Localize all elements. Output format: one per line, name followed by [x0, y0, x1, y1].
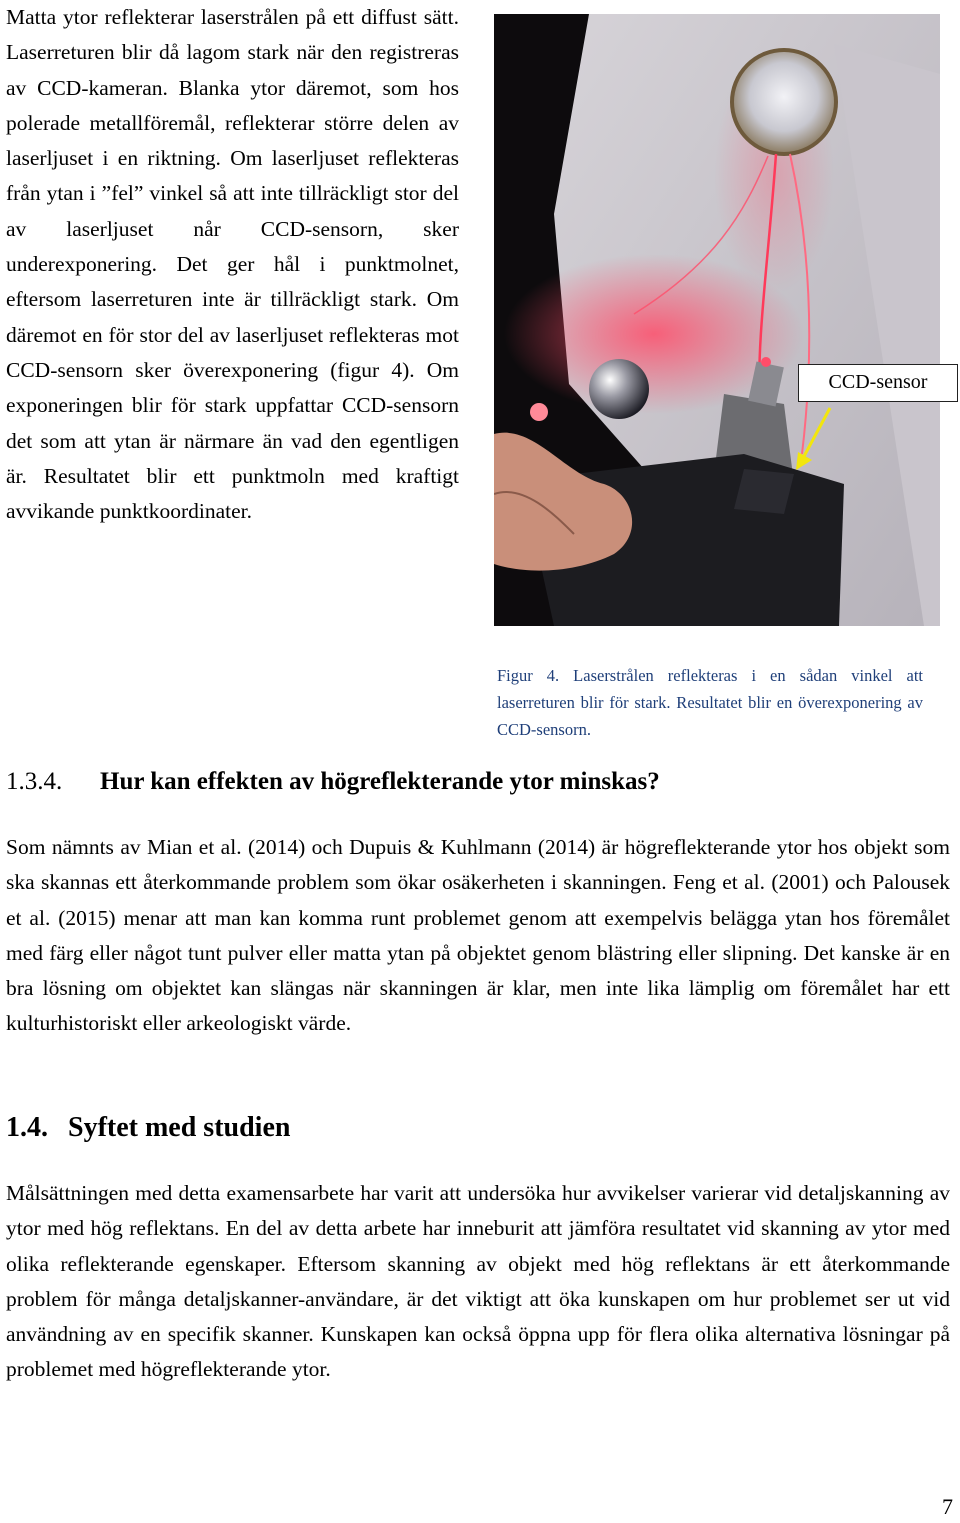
figure-4 [494, 14, 940, 626]
section-title: Hur kan effekten av högreflekterande ytor minskas? [100, 768, 660, 795]
page-number: 7 [942, 1494, 953, 1519]
section-heading-1-4 [6, 1106, 290, 1150]
figure-caption: Figur 4. Laserstrålen reflekteras i en sådan vinkel att laserreturen blir för stark. Resultatet blir en överexponering av CCD-sensorn. [497, 666, 923, 739]
section-title: Syftet med studien [68, 1112, 291, 1143]
section-number: 1.3.4. [6, 768, 63, 795]
section-1-3-4-paragraph: Som nämnts av Mian et al. (2014) och Dupuis & Kuhlmann (2014) är högreflekterande ytor hos objekt som ska skannas ett återkommande problem som ökar osäkerheten i skanningen. Feng et al. (2001) och Palousek et al. (2015) menar att man kan komma runt problemet genom att exempelvis belägga ytan hos föremålet med färg eller något tunt pulver eller matta ytan på objektet genom blästring eller slipning. Det kanske är en bra lösning om objektet kan slängas när skanningen är klar, men inte lika lämplig om föremålet har ett kulturhistoriskt eller arkeologiskt värde. [6, 835, 950, 1036]
callout-arrow-icon [790, 402, 850, 472]
ccd-sensor-callout: CCD-sensor [798, 364, 958, 402]
intro-text-column [6, 0, 459, 529]
section-1-4-paragraph: Målsättningen med detta examensarbete har varit att undersöka hur avvikelser varierar vid detaljskanning av ytor med hög reflektans. En del av detta arbete har inneburit att jämföra resultatet vid skanning av ytor med olika reflekterande egenskaper. Eftersom skanning av objekt med hög reflektans är ett återkommande problem för många detaljskanner-användare, är det viktigt att öka kunskapen om hur problemet ser ut vid användning av en specifik skanner. Kunskapen kan också öppna upp för flera olika alternativa lösningar på problemet med högreflekterande ytor. [6, 1181, 950, 1382]
section-heading-1-3-4 [6, 762, 660, 802]
scanner-photo [494, 14, 940, 626]
intro-paragraph: Matta ytor reflekterar laserstrålen på ett diffust sätt. Laserreturen blir då lagom stark när den registreras av CCD-kameran. Blanka ytor däremot, som hos polerade metallföremål, reflekterar större delen av laserljuset i en riktning. Om laserljuset reflekteras från ytan i ”fel” vinkel så att inte tillräckligt stor del av laserljuset når CCD-sensorn, sker underexponering. Det ger hål i punktmolnet, eftersom laserreturen inte är tillräckligt stark. Om däremot en för stor del av laserljuset reflekteras mot CCD-sensorn sker överexponering (figur 4). Om exponeringen blir för stark uppfattar CCD-sensorn det som att ytan är närmare än vad den egentligen är. Resultatet blir ett punktmoln med kraftigt avvikande punktkoordinater. [6, 5, 459, 524]
section-number: 1.4. [6, 1112, 48, 1143]
